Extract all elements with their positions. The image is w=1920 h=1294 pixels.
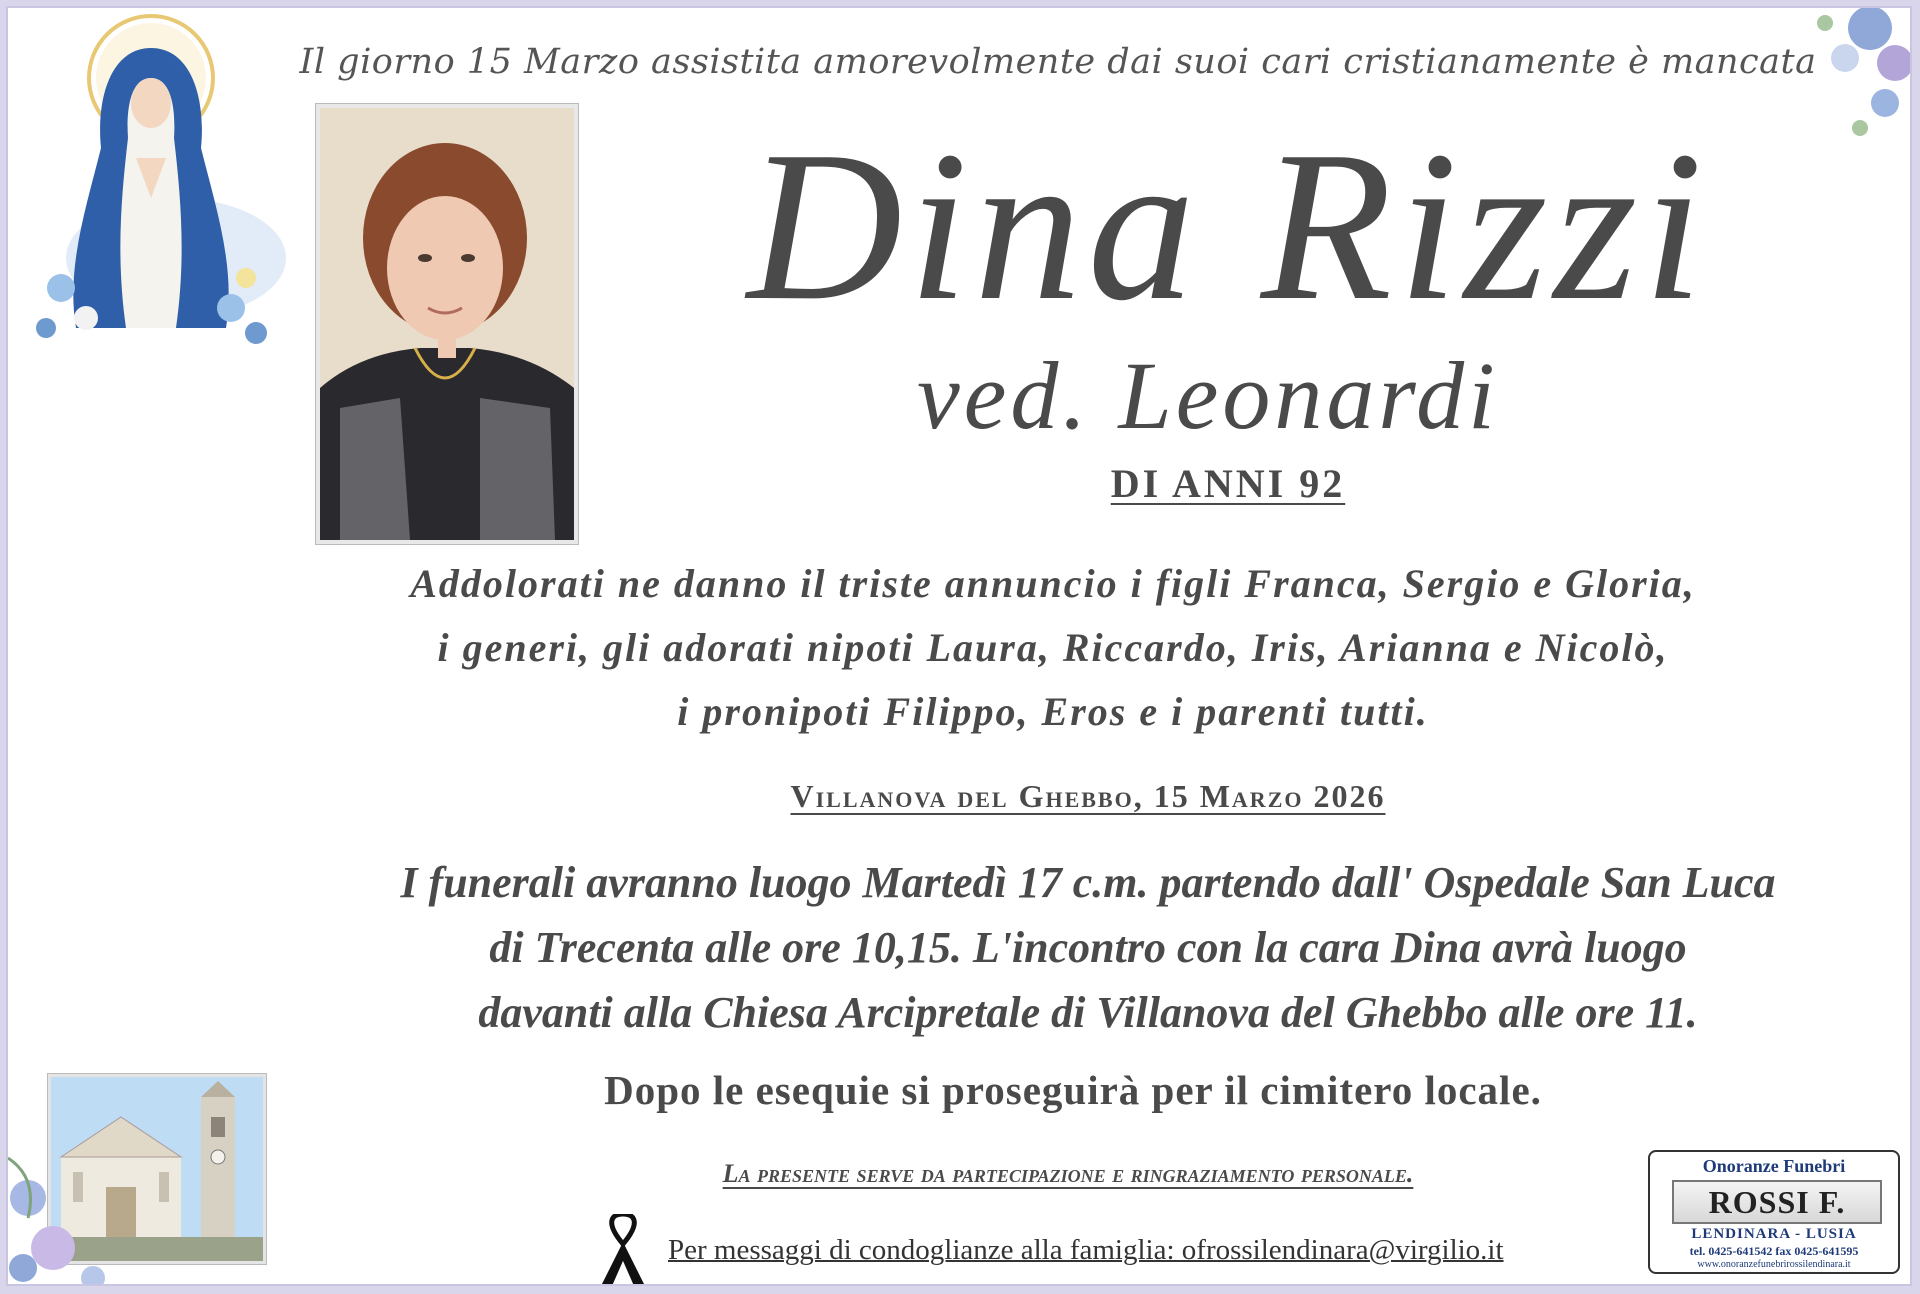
notice-text <box>508 1159 1628 1189</box>
age-text: DI ANNI 92 <box>1110 461 1346 506</box>
condolences-link[interactable]: Per messaggi di condoglianze alla famiglia: ofrossilendinara@virgilio.it <box>668 1234 1504 1266</box>
funeral-home-logo <box>1648 1150 1900 1274</box>
after-service-text: Dopo le esequie si proseguirà per il cimitero locale. <box>604 1067 1542 1113</box>
intro-text: Il giorno 15 Marzo assistita amorevolmente dai suoi cari cristianamente è mancata <box>299 42 1817 82</box>
announcement-line: i pronipoti Filippo, Eros e i parenti tutti. <box>677 689 1429 734</box>
funeral-info <box>268 850 1908 1045</box>
flowers-decoration <box>8 1138 148 1286</box>
funeral-line: di Trecenta alle ore 10,15. L'incontro con la cara Dina avrà luogo <box>489 923 1687 972</box>
logo-line1: Onoranze Funebri <box>1702 1156 1846 1176</box>
married-name: ved. Leonardi <box>917 342 1499 449</box>
announcement <box>258 552 1848 744</box>
notice-label: La presente serve da partecipazione e ringraziamento personale. <box>722 1159 1414 1188</box>
logo-location: LENDINARA - LUSIA <box>1691 1226 1857 1242</box>
portrait-photo <box>316 104 578 544</box>
funeral-line: I funerali avranno luogo Martedì 17 c.m. partendo dall' Ospedale San Luca <box>400 858 1776 907</box>
deceased-name: Dina Rizzi <box>747 106 1709 345</box>
place-date <box>508 778 1668 815</box>
madonna-image <box>16 8 286 358</box>
announcement-line: Addolorati ne danno il triste annuncio i figli Franca, Sergio e Gloria, <box>410 561 1696 606</box>
logo-phones: tel. 0425-641542 fax 0425-641595 <box>1689 1244 1859 1258</box>
age-label <box>1008 460 1448 507</box>
obituary-page <box>6 6 1912 1286</box>
funeral-line: davanti alla Chiesa Arcipretale di Villanova del Ghebbo alle ore 11. <box>478 988 1698 1037</box>
logo-website: www.onoranzefunebrirossilendinara.it <box>1697 1259 1851 1270</box>
announcement-line: i generi, gli adorati nipoti Laura, Riccardo, Iris, Arianna e Nicolò, <box>437 625 1669 670</box>
logo-name: ROSSI F. <box>1708 1184 1846 1220</box>
logo-name-box <box>1672 1180 1882 1224</box>
mourning-ribbon-icon <box>596 1214 650 1286</box>
place-date-text: Villanova del Ghebbo, 15 Marzo 2026 <box>790 778 1386 814</box>
